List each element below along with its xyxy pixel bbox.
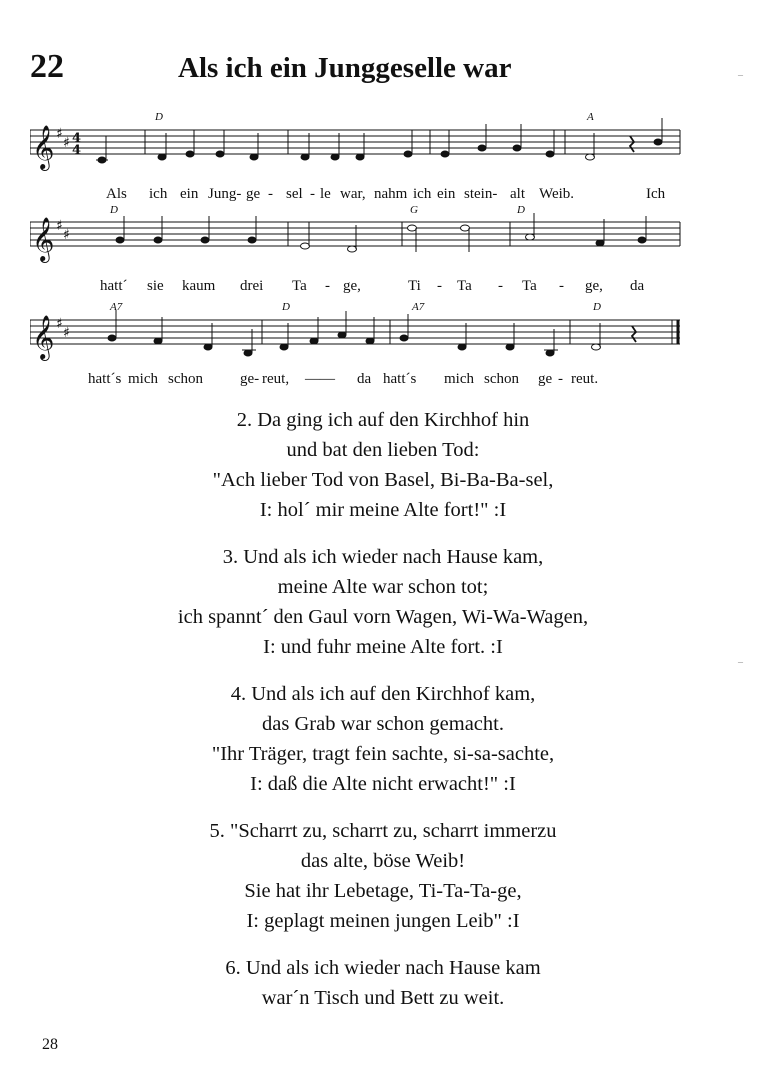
chord-symbol: D bbox=[155, 111, 163, 123]
verse-line: meine Alte war schon tot; bbox=[277, 576, 489, 598]
note bbox=[638, 237, 646, 243]
chord-symbol: D bbox=[110, 204, 118, 216]
verse-line: "Ach lieber Tod von Basel, Bi-Ba-Ba-sel, bbox=[212, 469, 554, 491]
lyric-syllable: Als bbox=[106, 186, 127, 202]
half-note bbox=[592, 344, 601, 350]
sharp-c-3: ♯ bbox=[63, 325, 70, 341]
chord-symbol: D bbox=[282, 301, 290, 313]
sharp-c-2: ♯ bbox=[63, 227, 70, 243]
song-number: 22 bbox=[30, 48, 64, 85]
lyric-syllable: schon bbox=[484, 371, 519, 387]
margin-mark: – bbox=[738, 70, 743, 81]
half-note bbox=[301, 243, 310, 249]
verse-line: I: und fuhr meine Alte fort. :I bbox=[263, 636, 503, 658]
lyric-syllable: reut, bbox=[262, 371, 290, 387]
note bbox=[116, 237, 124, 243]
verse-line: 2. Da ging ich auf den Kirchhof hin bbox=[236, 409, 530, 431]
lyric-syllable: - bbox=[310, 186, 315, 202]
note bbox=[458, 344, 466, 350]
lyric-syllable: Weib. bbox=[539, 186, 575, 202]
treble-clef-3: 𝄞 bbox=[32, 315, 55, 359]
verse-line: I: hol´ mir meine Alte fort!" :I bbox=[259, 499, 507, 521]
note bbox=[596, 240, 604, 246]
lyric-syllable: hatt´s bbox=[88, 371, 122, 387]
verse-line: 3. Und als ich wieder nach Hause kam, bbox=[222, 546, 544, 568]
lyric-syllable: Jung- bbox=[208, 186, 242, 202]
note bbox=[546, 151, 554, 157]
note bbox=[244, 350, 252, 356]
song-title: Als ich ein Junggeselle war bbox=[178, 52, 512, 84]
staff-2-lines bbox=[30, 222, 680, 246]
verse-line: das Grab war schon gemacht. bbox=[262, 713, 504, 735]
verse-line: und bat den lieben Tod: bbox=[286, 439, 480, 461]
lyric-syllable: ge, bbox=[585, 278, 603, 294]
verse-4 bbox=[0, 679, 766, 799]
lyric-syllable: war, bbox=[340, 186, 366, 202]
lyric-syllable: le bbox=[320, 186, 331, 202]
note bbox=[366, 338, 374, 344]
music-notation bbox=[30, 100, 690, 390]
note bbox=[186, 151, 194, 157]
chord-symbol: D bbox=[593, 301, 601, 313]
verse-line: Sie hat ihr Lebetage, Ti-Ta-Ta-ge, bbox=[244, 880, 522, 902]
note bbox=[513, 145, 521, 151]
lyric-syllable: ich bbox=[149, 186, 168, 202]
note bbox=[310, 338, 318, 344]
note bbox=[338, 332, 346, 338]
half-note bbox=[526, 234, 535, 240]
lyric-syllable: sel bbox=[286, 186, 303, 202]
staff-3-lines bbox=[30, 320, 680, 344]
lyric-syllable: mich bbox=[128, 371, 158, 387]
quarter-rest bbox=[630, 136, 634, 152]
lyric-syllable: Ich bbox=[646, 186, 666, 202]
treble-clef-2: 𝄞 bbox=[32, 217, 55, 261]
verse-3 bbox=[0, 542, 766, 662]
note bbox=[201, 237, 209, 243]
lyric-syllable: kaum bbox=[182, 278, 216, 294]
lyric-syllable: - bbox=[558, 371, 563, 387]
verse-6 bbox=[0, 953, 766, 1013]
lyric-syllable: mich bbox=[444, 371, 474, 387]
note bbox=[158, 154, 166, 160]
lyric-syllable: - bbox=[559, 278, 564, 294]
lyric-syllable: ge bbox=[246, 186, 261, 202]
chord-symbol: G bbox=[410, 204, 418, 216]
staff-1-lines bbox=[30, 130, 680, 154]
lyric-syllable: alt bbox=[510, 186, 525, 202]
note bbox=[478, 145, 486, 151]
lyric-syllable: ge, bbox=[343, 278, 361, 294]
lyric-syllable: - bbox=[268, 186, 273, 202]
note bbox=[216, 151, 224, 157]
half-note bbox=[586, 154, 595, 160]
verse-line: "Ihr Träger, tragt fein sachte, si-sa-sachte, bbox=[211, 743, 555, 765]
lyric-syllable: nahm bbox=[374, 186, 408, 202]
lyric-syllable: - bbox=[437, 278, 442, 294]
lyric-syllable: Ta bbox=[457, 278, 472, 294]
margin-mark: – bbox=[738, 657, 743, 668]
verse-line: 5. "Scharrt zu, scharrt zu, scharrt immerzu bbox=[209, 820, 557, 842]
lyric-syllable: - bbox=[325, 278, 330, 294]
verse-line: I: geplagt meinen jungen Leib" :I bbox=[246, 910, 520, 932]
verse-line: I: daß die Alte nicht erwacht!" :I bbox=[250, 773, 516, 795]
verse-2 bbox=[0, 405, 766, 525]
lyric-syllable: da bbox=[630, 278, 645, 294]
note bbox=[250, 154, 258, 160]
note bbox=[280, 344, 288, 350]
lyric-syllable: ein bbox=[437, 186, 456, 202]
lyric-syllable: ge bbox=[538, 371, 553, 387]
lyric-syllable: schon bbox=[168, 371, 203, 387]
note bbox=[331, 154, 339, 160]
lyric-syllable: Ta bbox=[522, 278, 537, 294]
note bbox=[506, 344, 514, 350]
time-sig-bottom: 4 bbox=[72, 143, 82, 158]
lyric-syllable: drei bbox=[240, 278, 264, 294]
lyric-syllable: hatt´ bbox=[100, 278, 128, 294]
note bbox=[654, 139, 662, 145]
note bbox=[441, 151, 449, 157]
lyric-syllable: sie bbox=[147, 278, 164, 294]
lyric-syllable: stein- bbox=[464, 186, 498, 202]
verse-line: das alte, böse Weib! bbox=[300, 850, 466, 872]
note bbox=[108, 335, 116, 341]
half-note bbox=[348, 246, 357, 252]
time-sig-top: 4 bbox=[72, 131, 82, 146]
sharp-c-1: ♯ bbox=[63, 135, 70, 151]
note bbox=[400, 335, 408, 341]
sharp-f-1: ♯ bbox=[56, 126, 63, 142]
page-number: 28 bbox=[42, 1036, 58, 1053]
chord-symbol: A7 bbox=[412, 301, 425, 313]
lyric-syllable: reut. bbox=[571, 371, 599, 387]
note bbox=[356, 154, 364, 160]
note bbox=[546, 350, 554, 356]
lyric-syllable: Ti bbox=[408, 278, 421, 294]
note bbox=[248, 237, 256, 243]
note bbox=[154, 237, 162, 243]
verse-5 bbox=[0, 816, 766, 936]
lyric-syllable: ge- bbox=[240, 371, 260, 387]
note bbox=[301, 154, 309, 160]
note bbox=[404, 151, 412, 157]
lyric-syllable: da bbox=[357, 371, 372, 387]
chord-symbol: D bbox=[517, 204, 525, 216]
verse-line: ich spannt´ den Gaul vorn Wagen, Wi-Wa-Wagen, bbox=[177, 606, 589, 628]
quarter-rest bbox=[632, 326, 636, 342]
lyric-syllable: Ta bbox=[292, 278, 307, 294]
lyric-syllable: - bbox=[498, 278, 503, 294]
lyric-syllable: ich bbox=[413, 186, 432, 202]
note bbox=[154, 338, 162, 344]
chord-symbol: A bbox=[587, 111, 594, 123]
lyric-syllable: —— bbox=[305, 371, 335, 387]
chord-symbol: A7 bbox=[110, 301, 123, 313]
lyric-syllable: hatt´s bbox=[383, 371, 417, 387]
verse-line: 4. Und als ich auf den Kirchhof kam, bbox=[230, 683, 536, 705]
half-note bbox=[408, 225, 417, 231]
sharp-f-2: ♯ bbox=[56, 218, 63, 234]
sharp-f-3: ♯ bbox=[56, 316, 63, 332]
half-note bbox=[461, 225, 470, 231]
verses bbox=[0, 405, 766, 1030]
treble-clef-1: 𝄞 bbox=[32, 125, 55, 169]
note bbox=[204, 344, 212, 350]
verse-line: war´n Tisch und Bett zu weit. bbox=[261, 987, 505, 1009]
verse-line: 6. Und als ich wieder nach Hause kam bbox=[225, 957, 541, 979]
lyric-syllable: ein bbox=[180, 186, 199, 202]
